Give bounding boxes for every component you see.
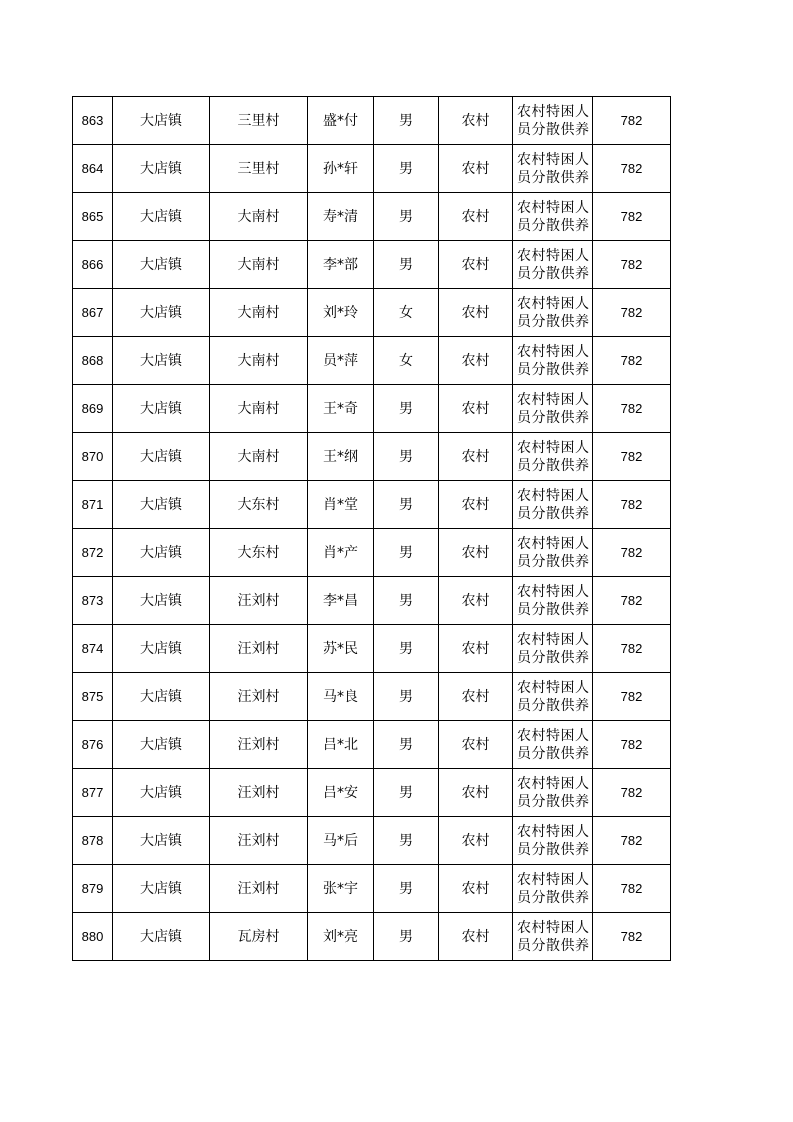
amount-cell: 782	[593, 241, 671, 289]
table-row	[73, 913, 671, 961]
name-cell: 马*良	[308, 673, 374, 721]
category-cell	[513, 529, 593, 577]
name-cell: 刘*亮	[308, 913, 374, 961]
category-line-1: 农村特困人	[517, 151, 590, 168]
gender-cell: 男	[374, 529, 439, 577]
roster-body	[73, 97, 671, 961]
amount-cell: 782	[593, 385, 671, 433]
town-cell: 大店镇	[113, 577, 210, 625]
category-cell	[513, 337, 593, 385]
category-line-1: 农村特困人	[517, 823, 590, 840]
category-cell	[513, 817, 593, 865]
name-cell: 王*奇	[308, 385, 374, 433]
gender-cell: 男	[374, 625, 439, 673]
table-row	[73, 385, 671, 433]
amount-cell: 782	[593, 193, 671, 241]
table-row	[73, 817, 671, 865]
gender-cell: 男	[374, 577, 439, 625]
amount-cell: 782	[593, 145, 671, 193]
category-cell	[513, 913, 593, 961]
category-cell	[513, 865, 593, 913]
category-cell	[513, 433, 593, 481]
name-cell: 刘*玲	[308, 289, 374, 337]
gender-cell: 男	[374, 481, 439, 529]
category-cell	[513, 241, 593, 289]
table-row	[73, 97, 671, 145]
town-cell: 大店镇	[113, 481, 210, 529]
town-cell: 大店镇	[113, 385, 210, 433]
category-line-2: 员分散供养	[517, 409, 590, 426]
area-cell: 农村	[439, 433, 513, 481]
area-cell: 农村	[439, 337, 513, 385]
name-cell: 马*后	[308, 817, 374, 865]
table-row	[73, 529, 671, 577]
category-line-2: 员分散供养	[517, 217, 590, 234]
row-number-cell: 877	[73, 769, 113, 817]
category-line-2: 员分散供养	[517, 889, 590, 906]
village-cell: 三里村	[210, 145, 308, 193]
category-line-2: 员分散供养	[517, 841, 590, 858]
category-line-1: 农村特困人	[517, 295, 590, 312]
area-cell: 农村	[439, 673, 513, 721]
village-cell: 大南村	[210, 193, 308, 241]
town-cell: 大店镇	[113, 817, 210, 865]
gender-cell: 男	[374, 721, 439, 769]
name-cell: 苏*民	[308, 625, 374, 673]
table-row	[73, 577, 671, 625]
row-number-cell: 871	[73, 481, 113, 529]
area-cell: 农村	[439, 193, 513, 241]
row-number-cell: 864	[73, 145, 113, 193]
area-cell: 农村	[439, 913, 513, 961]
category-cell	[513, 481, 593, 529]
gender-cell: 男	[374, 193, 439, 241]
name-cell: 肖*堂	[308, 481, 374, 529]
table-row	[73, 625, 671, 673]
name-cell: 李*昌	[308, 577, 374, 625]
category-line-1: 农村特困人	[517, 103, 590, 120]
village-cell: 大南村	[210, 289, 308, 337]
area-cell: 农村	[439, 865, 513, 913]
area-cell: 农村	[439, 145, 513, 193]
category-line-1: 农村特困人	[517, 343, 590, 360]
amount-cell: 782	[593, 913, 671, 961]
table-row	[73, 289, 671, 337]
row-number-cell: 879	[73, 865, 113, 913]
category-line-2: 员分散供养	[517, 793, 590, 810]
village-cell: 汪刘村	[210, 721, 308, 769]
category-line-1: 农村特困人	[517, 631, 590, 648]
amount-cell: 782	[593, 481, 671, 529]
amount-cell: 782	[593, 865, 671, 913]
category-line-2: 员分散供养	[517, 553, 590, 570]
category-cell	[513, 673, 593, 721]
row-number-cell: 863	[73, 97, 113, 145]
category-cell	[513, 769, 593, 817]
category-line-1: 农村特困人	[517, 487, 590, 504]
village-cell: 大南村	[210, 241, 308, 289]
category-line-2: 员分散供养	[517, 697, 590, 714]
category-line-1: 农村特困人	[517, 199, 590, 216]
category-line-2: 员分散供养	[517, 601, 590, 618]
row-number-cell: 874	[73, 625, 113, 673]
town-cell: 大店镇	[113, 625, 210, 673]
name-cell: 吕*安	[308, 769, 374, 817]
village-cell: 汪刘村	[210, 673, 308, 721]
table-row	[73, 145, 671, 193]
name-cell: 员*萍	[308, 337, 374, 385]
row-number-cell: 869	[73, 385, 113, 433]
category-cell	[513, 577, 593, 625]
gender-cell: 男	[374, 97, 439, 145]
village-cell: 大南村	[210, 337, 308, 385]
table-row	[73, 241, 671, 289]
amount-cell: 782	[593, 625, 671, 673]
table-row	[73, 673, 671, 721]
gender-cell: 男	[374, 433, 439, 481]
category-line-1: 农村特困人	[517, 583, 590, 600]
gender-cell: 男	[374, 769, 439, 817]
roster-table	[72, 96, 671, 961]
gender-cell: 男	[374, 673, 439, 721]
town-cell: 大店镇	[113, 241, 210, 289]
amount-cell: 782	[593, 817, 671, 865]
row-number-cell: 870	[73, 433, 113, 481]
category-cell	[513, 721, 593, 769]
row-number-cell: 868	[73, 337, 113, 385]
category-line-1: 农村特困人	[517, 247, 590, 264]
name-cell: 孙*轩	[308, 145, 374, 193]
town-cell: 大店镇	[113, 529, 210, 577]
category-line-1: 农村特困人	[517, 871, 590, 888]
gender-cell: 女	[374, 337, 439, 385]
town-cell: 大店镇	[113, 337, 210, 385]
category-line-1: 农村特困人	[517, 775, 590, 792]
row-number-cell: 876	[73, 721, 113, 769]
row-number-cell: 867	[73, 289, 113, 337]
village-cell: 汪刘村	[210, 577, 308, 625]
area-cell: 农村	[439, 289, 513, 337]
amount-cell: 782	[593, 769, 671, 817]
amount-cell: 782	[593, 433, 671, 481]
row-number-cell: 872	[73, 529, 113, 577]
town-cell: 大店镇	[113, 289, 210, 337]
amount-cell: 782	[593, 577, 671, 625]
area-cell: 农村	[439, 769, 513, 817]
village-cell: 大东村	[210, 529, 308, 577]
row-number-cell: 866	[73, 241, 113, 289]
town-cell: 大店镇	[113, 97, 210, 145]
category-line-1: 农村特困人	[517, 439, 590, 456]
gender-cell: 男	[374, 913, 439, 961]
table-row	[73, 865, 671, 913]
amount-cell: 782	[593, 673, 671, 721]
table-row	[73, 193, 671, 241]
category-cell	[513, 385, 593, 433]
area-cell: 农村	[439, 241, 513, 289]
category-line-2: 员分散供养	[517, 265, 590, 282]
village-cell: 汪刘村	[210, 625, 308, 673]
village-cell: 大东村	[210, 481, 308, 529]
area-cell: 农村	[439, 385, 513, 433]
category-line-1: 农村特困人	[517, 535, 590, 552]
category-line-1: 农村特困人	[517, 919, 590, 936]
category-line-2: 员分散供养	[517, 121, 590, 138]
town-cell: 大店镇	[113, 865, 210, 913]
area-cell: 农村	[439, 721, 513, 769]
category-line-1: 农村特困人	[517, 679, 590, 696]
category-line-2: 员分散供养	[517, 649, 590, 666]
town-cell: 大店镇	[113, 193, 210, 241]
town-cell: 大店镇	[113, 769, 210, 817]
name-cell: 李*部	[308, 241, 374, 289]
category-cell	[513, 625, 593, 673]
category-line-2: 员分散供养	[517, 937, 590, 954]
category-cell	[513, 97, 593, 145]
area-cell: 农村	[439, 817, 513, 865]
area-cell: 农村	[439, 625, 513, 673]
category-line-2: 员分散供养	[517, 505, 590, 522]
area-cell: 农村	[439, 97, 513, 145]
area-cell: 农村	[439, 577, 513, 625]
row-number-cell: 873	[73, 577, 113, 625]
category-cell	[513, 145, 593, 193]
amount-cell: 782	[593, 529, 671, 577]
name-cell: 吕*北	[308, 721, 374, 769]
category-line-1: 农村特困人	[517, 727, 590, 744]
table-row	[73, 481, 671, 529]
table-row	[73, 769, 671, 817]
category-line-1: 农村特困人	[517, 391, 590, 408]
category-line-2: 员分散供养	[517, 745, 590, 762]
area-cell: 农村	[439, 529, 513, 577]
gender-cell: 女	[374, 289, 439, 337]
amount-cell: 782	[593, 289, 671, 337]
name-cell: 肖*产	[308, 529, 374, 577]
gender-cell: 男	[374, 865, 439, 913]
table-row	[73, 337, 671, 385]
village-cell: 汪刘村	[210, 817, 308, 865]
gender-cell: 男	[374, 817, 439, 865]
town-cell: 大店镇	[113, 721, 210, 769]
village-cell: 大南村	[210, 433, 308, 481]
category-line-2: 员分散供养	[517, 313, 590, 330]
town-cell: 大店镇	[113, 145, 210, 193]
row-number-cell: 865	[73, 193, 113, 241]
village-cell: 三里村	[210, 97, 308, 145]
amount-cell: 782	[593, 97, 671, 145]
town-cell: 大店镇	[113, 673, 210, 721]
gender-cell: 男	[374, 385, 439, 433]
category-cell	[513, 289, 593, 337]
name-cell: 盛*付	[308, 97, 374, 145]
name-cell: 王*纲	[308, 433, 374, 481]
gender-cell: 男	[374, 241, 439, 289]
village-cell: 汪刘村	[210, 769, 308, 817]
name-cell: 寿*清	[308, 193, 374, 241]
town-cell: 大店镇	[113, 433, 210, 481]
category-line-2: 员分散供养	[517, 169, 590, 186]
village-cell: 瓦房村	[210, 913, 308, 961]
category-cell	[513, 193, 593, 241]
town-cell: 大店镇	[113, 913, 210, 961]
row-number-cell: 880	[73, 913, 113, 961]
amount-cell: 782	[593, 721, 671, 769]
village-cell: 汪刘村	[210, 865, 308, 913]
amount-cell: 782	[593, 337, 671, 385]
table-row	[73, 433, 671, 481]
row-number-cell: 875	[73, 673, 113, 721]
category-line-2: 员分散供养	[517, 361, 590, 378]
area-cell: 农村	[439, 481, 513, 529]
category-line-2: 员分散供养	[517, 457, 590, 474]
gender-cell: 男	[374, 145, 439, 193]
name-cell: 张*宇	[308, 865, 374, 913]
table-row	[73, 721, 671, 769]
row-number-cell: 878	[73, 817, 113, 865]
village-cell: 大南村	[210, 385, 308, 433]
